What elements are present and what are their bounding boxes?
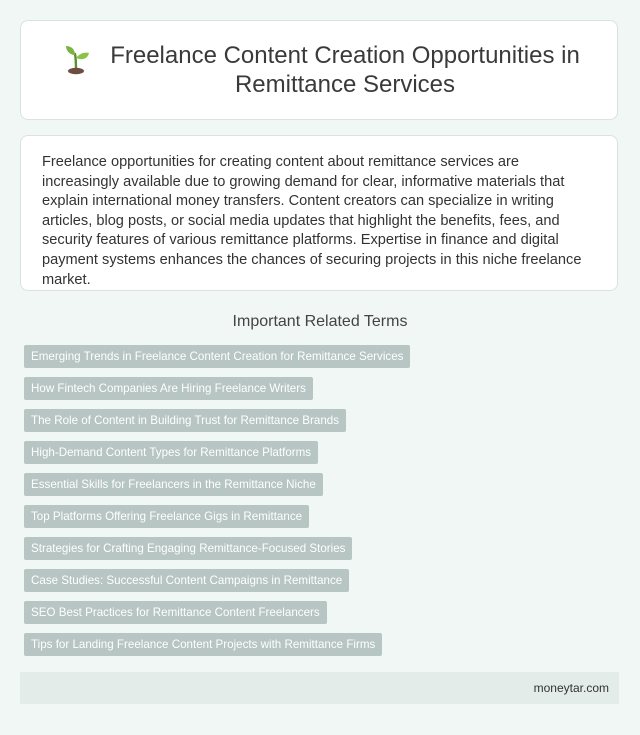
list-item <box>24 441 410 473</box>
list-item <box>24 377 410 409</box>
related-term-tag[interactable]: Case Studies: Successful Content Campaigns in Remittance <box>24 569 349 592</box>
page-title: Freelance Content Creation Opportunities in Remittance Services <box>110 42 580 98</box>
list-item <box>24 409 410 441</box>
related-term-tag[interactable]: Tips for Landing Freelance Content Projects with Remittance Firms <box>24 633 382 656</box>
title-row <box>58 40 580 100</box>
related-term-tag[interactable]: Top Platforms Offering Freelance Gigs in Remittance <box>24 505 309 528</box>
related-terms-heading: Important Related Terms <box>232 313 408 330</box>
footer-site-link[interactable]: moneytar.com <box>533 681 609 695</box>
related-term-tag[interactable]: How Fintech Companies Are Hiring Freelance Writers <box>24 377 313 400</box>
related-term-tag[interactable]: Strategies for Crafting Engaging Remittance-Focused Stories <box>24 537 352 560</box>
sprout-icon <box>58 40 94 76</box>
list-item <box>24 345 410 377</box>
list-item <box>24 569 410 601</box>
related-term-tag[interactable]: Essential Skills for Freelancers in the Remittance Niche <box>24 473 323 496</box>
list-item <box>24 537 410 569</box>
related-terms-list <box>24 345 410 665</box>
summary-text: Freelance opportunities for creating content about remittance services are increasingly available due to growing demand for clear, informative materials that explain international money transfers. Content creators can specialize in writing articles, blog posts, or social media updates that highlight the benefits, fees, and security features of various remittance platforms. Expertise in finance and digital payment systems enhances the chances of securing projects in this niche freelance market. <box>42 154 582 288</box>
list-item <box>24 601 410 633</box>
related-term-tag[interactable]: Emerging Trends in Freelance Content Creation for Remittance Services <box>24 345 410 368</box>
list-item <box>24 633 410 665</box>
title-card <box>20 20 618 120</box>
related-term-tag[interactable]: SEO Best Practices for Remittance Content Freelancers <box>24 601 327 624</box>
footer <box>20 672 619 704</box>
related-term-tag[interactable]: High-Demand Content Types for Remittance Platforms <box>24 441 318 464</box>
list-item <box>24 505 410 537</box>
list-item <box>24 473 410 505</box>
summary-card <box>20 135 618 291</box>
related-term-tag[interactable]: The Role of Content in Building Trust for Remittance Brands <box>24 409 346 432</box>
